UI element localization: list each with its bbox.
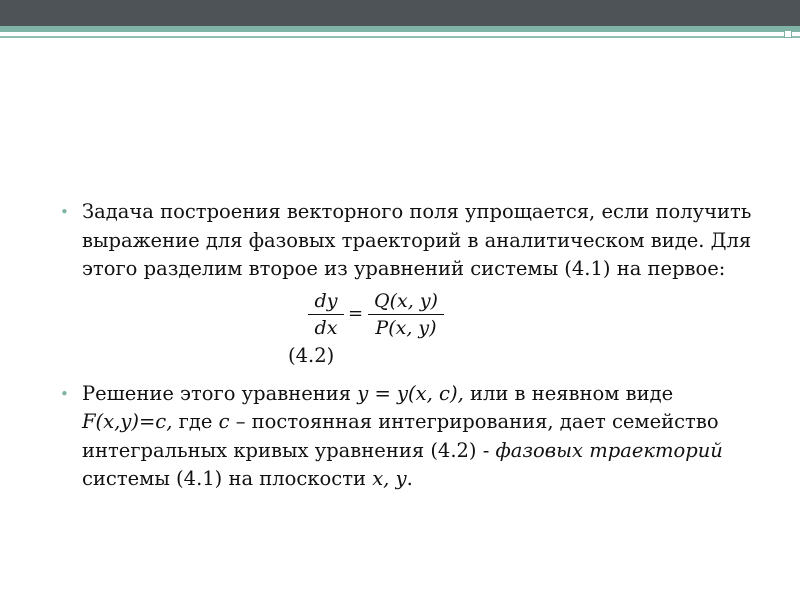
bullet-text-part: Решение этого уравнения <box>82 381 358 405</box>
plane-variables: x, y <box>372 467 407 490</box>
corner-square-mark <box>784 30 792 38</box>
fraction-lhs <box>308 288 344 342</box>
equation-number: (4.2) <box>288 343 335 367</box>
bullet-text-part: . <box>406 467 413 490</box>
slide-accent-bar <box>0 26 800 32</box>
fraction-numerator: dy <box>314 289 338 312</box>
bullet-dot-icon: • <box>60 384 69 403</box>
equals-sign: = <box>348 302 364 324</box>
bullet-dot-icon: • <box>60 203 69 221</box>
slide-thin-line <box>0 36 800 38</box>
bullet-text-part: – постоянная интегрирования, дает семейство интегральных кривых уравнения (4.2) - <box>82 410 719 462</box>
fraction-denominator: P(x, y) <box>375 317 437 339</box>
solution-equation: y = y(x, c), <box>357 381 464 405</box>
fraction-rhs <box>368 288 444 342</box>
phase-trajectories-term: фазовых траекторий <box>495 438 723 462</box>
formula-block <box>288 288 760 367</box>
bullet-text: Задача построения векторного поля упрощается, если получить выражение для фазовых траекторий в аналитическом виде. Для этого разделим второе из уравнений системы (4.1) на первое: <box>82 200 752 280</box>
bullet-item <box>60 380 760 494</box>
fraction-numerator: Q(x, y) <box>374 289 438 312</box>
bullet-text-part: системы (4.1) на плоскости <box>82 467 373 490</box>
implicit-equation: F(x,y)=c, <box>82 410 173 433</box>
bullet-text-part: где <box>172 410 219 433</box>
constant-symbol: c <box>218 410 230 433</box>
fraction-denominator: dx <box>314 317 338 339</box>
slide-top-bar <box>0 0 800 26</box>
slide-body <box>60 198 760 494</box>
bullet-item <box>60 198 760 284</box>
bullet-text-part: или в неявном виде <box>463 381 674 405</box>
